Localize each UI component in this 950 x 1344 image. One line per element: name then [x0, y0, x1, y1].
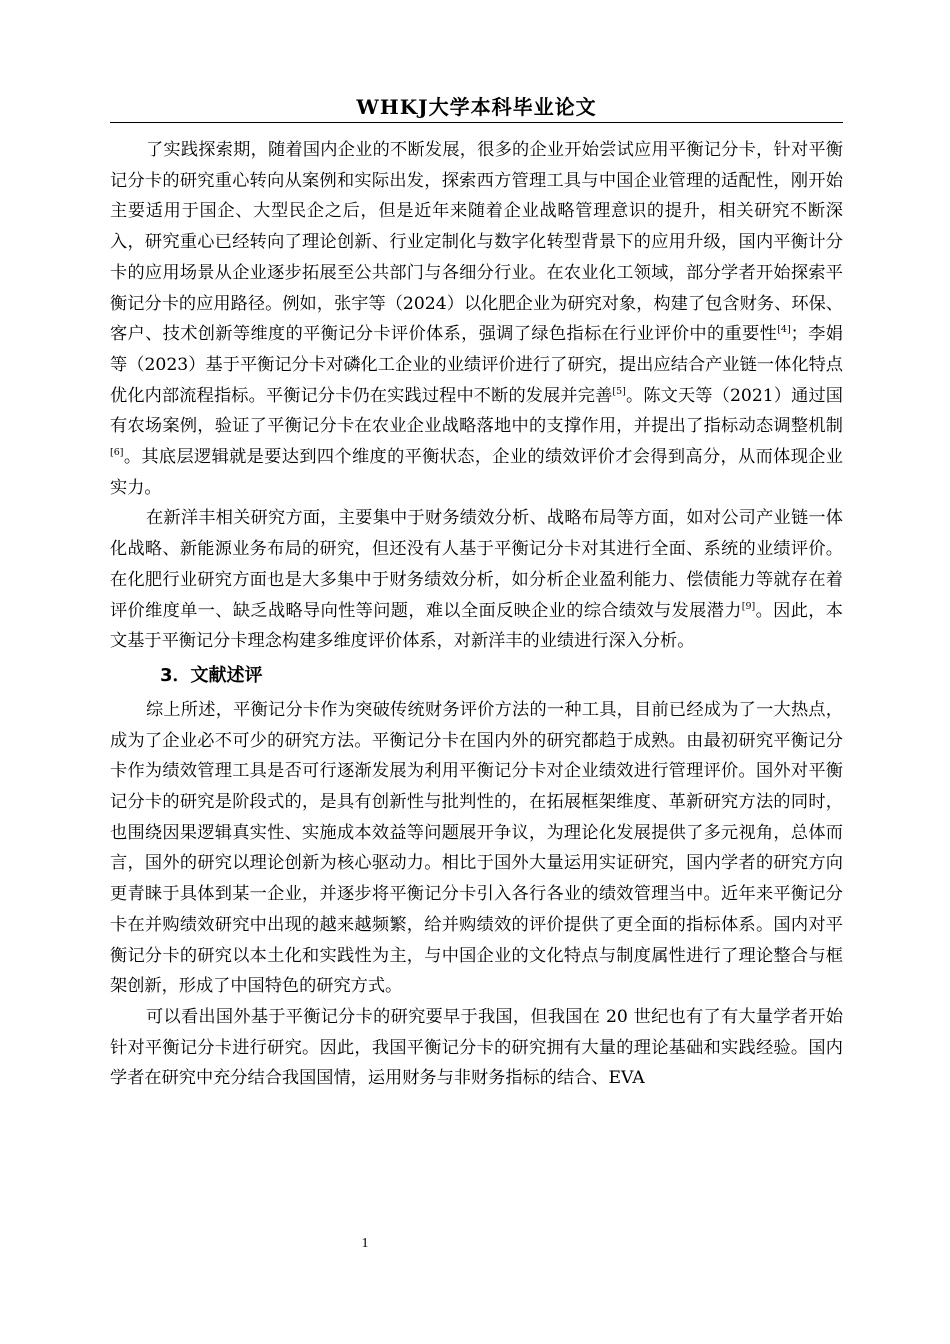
- paragraph-1-text-d: 。其底层逻辑就是要达到四个维度的平衡状态，企业的绩效评价才会得到高分，从而体现企业实力。: [110, 447, 843, 498]
- paragraph-3: 综上所述，平衡记分卡作为突破传统财务评价方法的一种工具，目前已经成为了一大热点，成为了企业必不可少的研究方法。平衡记分卡在国内外的研究都趋于成熟。由最初研究平衡记分卡作为绩效管理工具是否可行逐渐发展为利用平衡记分卡对企业绩效进行管理评价。国外对平衡记分卡的研究是阶段式的，是具有创新性与批判性的，在拓展框架维度、革新研究方法的同时，也围绕因果逻辑真实性、实施成本效益等问题展开争议，为理论化发展提供了多元视角，总体而言，国外的研究以理论创新为核心驱动力。相比于国外大量运用实证研究，国内学者的研究方向更青睐于具体到某一企业，并逐步将平衡记分卡引入各行各业的绩效管理当中。近年来平衡记分卡在并购绩效研究中出现的越来越频繁，给并购绩效的评价提供了更全面的指标体系。国内对平衡记分卡的研究以本土化和实践性为主，与中国企业的文化特点与制度属性进行了理论整合与框架创新，形成了中国特色的研究方式。: [110, 699, 843, 997]
- paragraph-1: [110, 135, 843, 503]
- citation-6: [6]: [110, 447, 124, 459]
- section-heading: 3．文献述评: [160, 664, 263, 686]
- citation-9: [9]: [741, 600, 756, 612]
- paragraph-1-text-b: ；李娟等（2023）基于平衡记分卡对磷化工企业的业绩评价进行了研究，提出应结合产业链一体化特点优化内部流程指标。平衡记分卡仍在实践过程中不断的发展并完善: [110, 324, 843, 406]
- paragraph-2-text-b: 。因此，本文基于平衡记分卡理念构建多维度评价体系，对新洋丰的业绩进行深入分析。: [110, 600, 843, 652]
- paragraph-2: [110, 503, 843, 657]
- paragraph-1-text-a: 了实践探索期，随着国内企业的不断发展，很多的企业开始尝试应用平衡记分卡，针对平衡记分卡的研究重心转向从案例和实际出发，探索西方管理工具与中国企业管理的适配性，刚开始主要适用于国企、大型民企之后，但是近年来随着企业战略管理意识的提升，相关研究不断深入，研究重心已经转向了理论创新、行业定制化与数字化转型背景下的应用升级，国内平衡计分卡的应用场景从企业逐步拓展至公共部门与各细分行业。在农业化工领域，部分学者开始探索平衡记分卡的应用路径。例如，张宇等（2024）以化肥企业为研究对象，构建了包含财务、环保、客户、技术创新等维度的平衡记分卡评价体系，强调了绿色指标在行业评价中的重要性: [110, 140, 843, 345]
- body-text: [110, 135, 843, 1094]
- citation-4: [4]: [777, 324, 791, 336]
- page-number: 1: [361, 1236, 369, 1251]
- header-rule: [110, 122, 843, 123]
- paragraph-2-text-a: 在新洋丰相关研究方面，主要集中于财务绩效分析、战略布局等方面，如对公司产业链一体化战略、新能源业务布局的研究，但还没有人基于平衡记分卡对其进行全面、系统的业绩评价。在化肥行业研究方面也是大多集中于财务绩效分析，如分析企业盈利能力、偿债能力等就存在着评价维度单一、缺乏战略导向性等问题，难以全面反映企业的综合绩效与发展潜力: [110, 508, 843, 621]
- paragraph-1-text-c: 。陈文天等（2021）通过国有农场案例，验证了平衡记分卡在农业企业战略落地中的支撑作用，并提出了指标动态调整机制: [110, 385, 843, 437]
- running-header: WHKJ大学本科毕业论文: [356, 95, 597, 119]
- paragraph-4: 可以看出国外基于平衡记分卡的研究要早于我国，但我国在 20 世纪也有了有大量学者开始针对平衡记分卡进行研究。因此，我国平衡记分卡的研究拥有大量的理论基础和实践经验。国内学者在研究中充分结合我国国情，运用财务与非财务指标的结合、EVA: [110, 1006, 843, 1089]
- citation-5: [5]: [612, 385, 626, 397]
